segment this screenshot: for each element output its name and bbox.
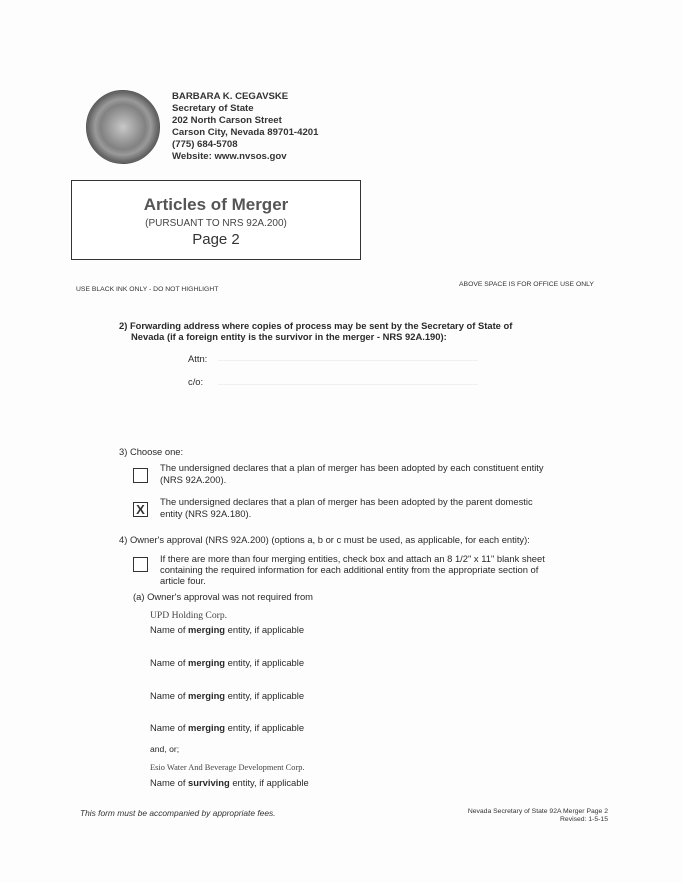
office-header (172, 91, 318, 163)
website: Website: www.nvsos.gov (172, 151, 287, 162)
attn-field[interactable] (218, 360, 478, 361)
section4-heading: 4) Owner's approval (NRS 92A.200) (options a, b or c must be used, as applicable, for each entity): (119, 534, 530, 545)
option1-line2: (NRS 92A.200). (160, 474, 227, 485)
surviving-entity-value[interactable]: Esio Water And Beverage Development Corp. (150, 763, 305, 772)
and-or-label: and, or; (150, 744, 180, 754)
fees-note: This form must be accompanied by appropriate fees. (80, 808, 276, 818)
address-street: 202 North Carson Street (172, 115, 282, 126)
option1-checkbox[interactable] (133, 468, 148, 483)
form-id: Nevada Secretary of State 92A Merger Page 2 (467, 808, 608, 815)
merging-entity-1-caption: Name of merging entity, if applicable (150, 624, 305, 635)
form-title-box (71, 180, 361, 260)
merging-entity-4-caption: Name of merging entity, if applicable (150, 722, 305, 733)
option2-line1: The undersigned declares that a plan of merger has been adopted by the parent domestic (160, 496, 533, 507)
additional-line2: containing the required information for each additional entity from the appropriate section of (160, 564, 539, 575)
section2-line2: Nevada (if a foreign entity is the survivor in the merger - NRS 92A.190): (131, 331, 447, 342)
section2-line1: 2) Forwarding address where copies of process may be sent by the Secretary of State of (119, 320, 513, 331)
co-label: c/o: (188, 376, 204, 387)
form-revision (468, 808, 608, 824)
option2-line2: entity (NRS 92A.180). (160, 508, 252, 519)
option-a-label: (a) Owner's approval was not required from (133, 591, 313, 602)
surviving-entity-caption: Name of surviving entity, if applicable (150, 777, 309, 788)
merging-entity-2-caption: Name of merging entity, if applicable (150, 657, 305, 668)
nevada-state-seal (86, 90, 160, 164)
office-use-note: ABOVE SPACE IS FOR OFFICE USE ONLY (459, 281, 594, 288)
co-field[interactable] (218, 384, 478, 385)
additional-line1: If there are more than four merging entities, check box and attach an 8 1/2" x 11" blank sheet (160, 553, 545, 564)
page-label: Page 2 (192, 231, 240, 248)
attn-label: Attn: (188, 353, 208, 364)
additional-line3: article four. (160, 575, 206, 586)
revised-date: Revised: 1-5-15 (560, 816, 608, 823)
option2-checkbox[interactable]: X (133, 502, 148, 517)
address-city: Carson City, Nevada 89701-4201 (172, 127, 319, 138)
seal-center (101, 105, 145, 149)
phone-number: (775) 684-5708 (172, 139, 238, 150)
form-subtitle: (PURSUANT TO NRS 92A.200) (145, 218, 287, 229)
merging-entity-3-caption: Name of merging entity, if applicable (150, 690, 305, 701)
merging-entity-1-value[interactable]: UPD Holding Corp. (150, 610, 228, 621)
secretary-name: BARBARA K. CEGAVSKE (172, 91, 289, 102)
section3-heading: 3) Choose one: (119, 446, 184, 457)
option1-line1: The undersigned declares that a plan of merger has been adopted by each constituent entity (160, 462, 544, 473)
ink-instruction: USE BLACK INK ONLY - DO NOT HIGHLIGHT (76, 286, 219, 293)
secretary-title: Secretary of State (172, 103, 254, 114)
form-title: Articles of Merger (143, 195, 289, 214)
additional-entities-checkbox[interactable] (133, 557, 148, 572)
